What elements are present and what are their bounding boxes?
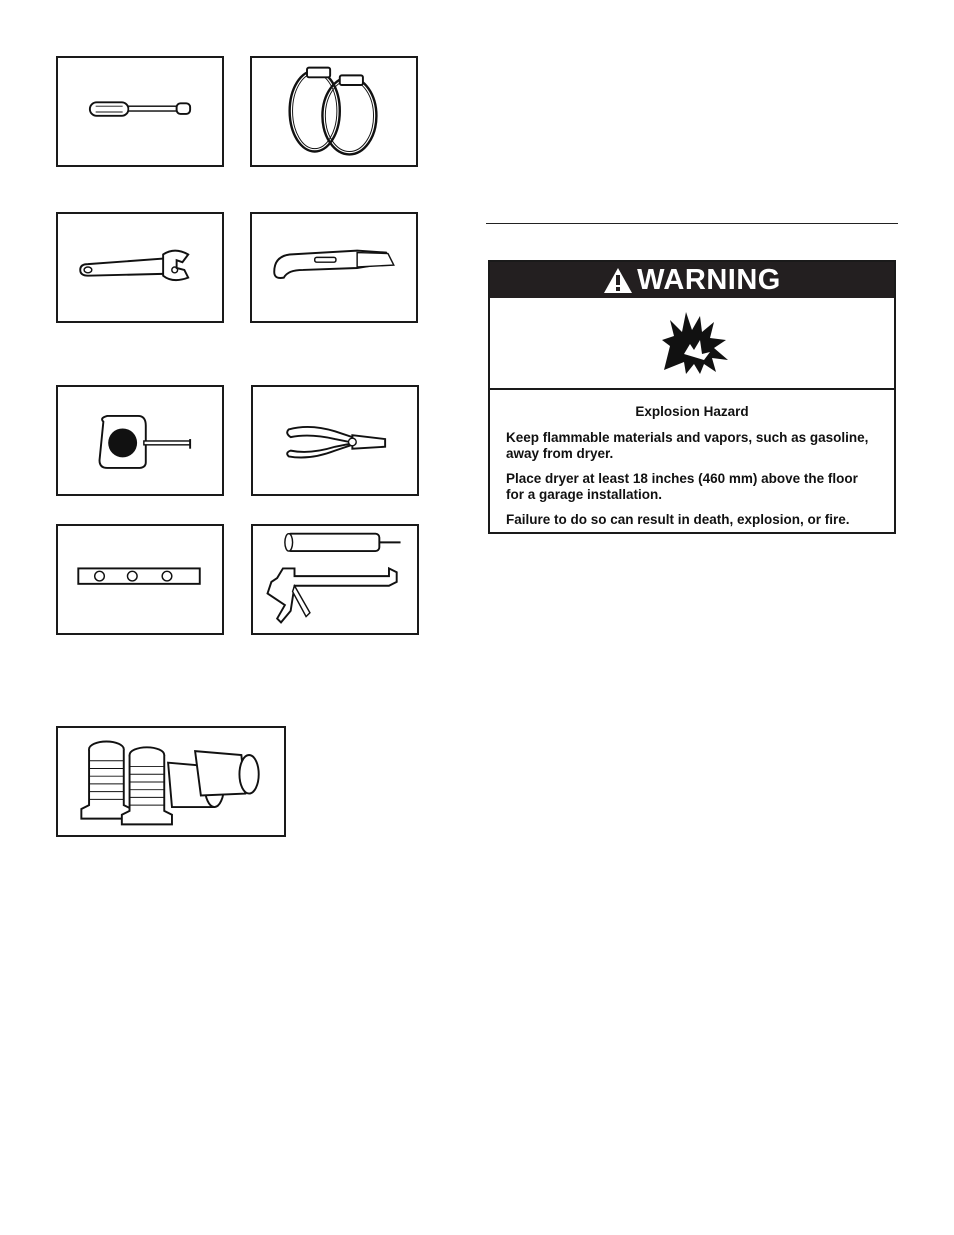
warning-triangle-icon <box>603 267 633 294</box>
tool-level <box>56 524 224 635</box>
warning-box <box>488 260 896 534</box>
nut-driver-icon <box>58 58 222 165</box>
hazard-symbol-panel <box>490 298 894 390</box>
adjustable-wrench-icon <box>58 214 222 321</box>
hazard-title: Explosion Hazard <box>635 404 749 419</box>
pliers-icon <box>253 387 417 494</box>
section-divider <box>486 223 898 224</box>
tool-pliers <box>251 385 419 496</box>
warning-header <box>490 262 894 298</box>
tool-caulking-gun <box>251 524 419 635</box>
hose-clamps-icon <box>252 58 416 165</box>
leveling-legs-icon <box>58 728 284 835</box>
hazard-line-garage: Place dryer at least 18 inches (460 mm) above the floor for a garage installation. <box>506 471 858 502</box>
warning-title: WARNING <box>637 263 781 296</box>
utility-knife-icon <box>252 214 416 321</box>
tape-measure-icon <box>58 387 222 494</box>
caulking-gun-icon <box>253 526 417 633</box>
tool-nut-driver <box>56 56 224 167</box>
tool-utility-knife <box>250 212 418 323</box>
explosion-icon <box>660 310 730 376</box>
tool-tape-measure <box>56 385 224 496</box>
tool-leveling-legs <box>56 726 286 837</box>
hazard-line-consequence: Failure to do so can result in death, explosion, or fire. <box>506 512 850 527</box>
hazard-text-panel <box>490 390 894 532</box>
hazard-line-flammable: Keep flammable materials and vapors, such as gasoline, away from dryer. <box>506 430 869 461</box>
tool-adjustable-wrench <box>56 212 224 323</box>
level-icon <box>58 526 222 633</box>
tool-hose-clamps <box>250 56 418 167</box>
